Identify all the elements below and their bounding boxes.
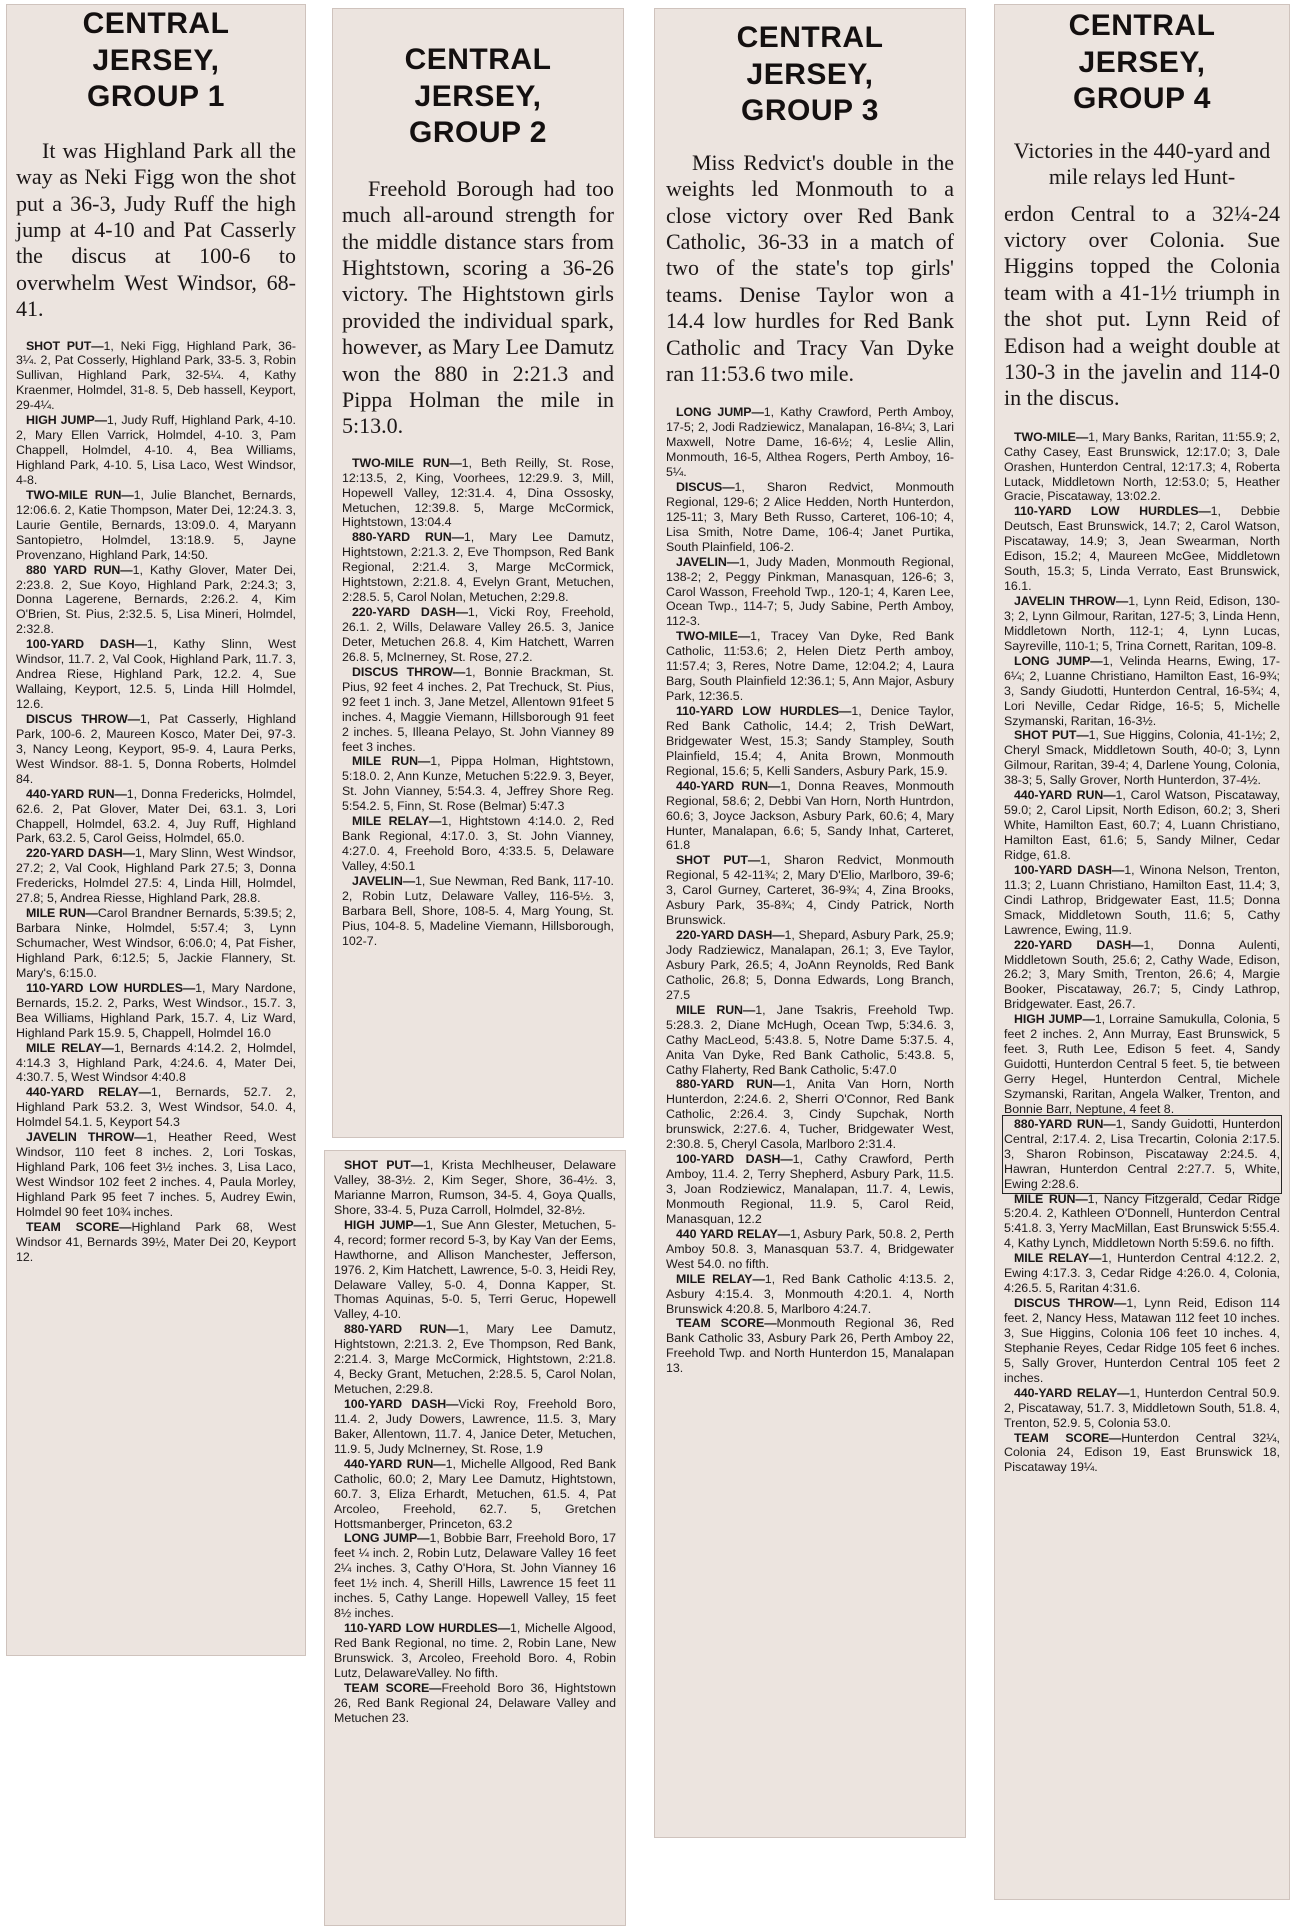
result-entry bbox=[666, 1272, 954, 1317]
result-entry bbox=[342, 814, 614, 874]
event-results: 1, Julie Blanchet, Bernards, 12:06.6. 2, Katie Thompson, Mater Dei, 12:24.3. 3, Laurie Gentile, Bernards, 13:09.0. 4, Maryann Santopietro, Holmdel, 13:18.9. 5, Jayne Provenzano, Highland Park, 14:50. bbox=[16, 487, 296, 562]
result-entry bbox=[666, 1003, 954, 1078]
event-results: 1, Pippa Holman, Hightstown, 5:18.0. 2, Ann Kunze, Metuchen 5:22.9. 3, Beyer, St. John Vianney, 5:54.3. 4, Jeffrey Shore Reg. 5:54.2. 5, Finn, St. Rose (Belmar) 5:47.3 bbox=[342, 754, 615, 814]
event-results: 1, Tracey Van Dyke, Red Bank Catholic, 11:53.6; 2, Helen Dietz Perth amboy, 11:57.4; 3, Reres, Notre Dame, 12:04.2; 4, Laura Barg, South Plainfield 12:36.1; 5, Ann Major, Asbury Park, 12:36.5. bbox=[666, 629, 954, 704]
result-entry bbox=[1004, 728, 1280, 788]
result-entry bbox=[666, 1077, 954, 1152]
event-results: 1, Judy Ruff, Highland Park, 4-10. 2, Mary Ellen Varrick, Holmdel, 4-10. 3, Pam Chappell, Holmdel, 4-10. 4, Bea Williams, Highland Park, 4-10. 5, Lisa Laco, West Windsor, 4-8. bbox=[16, 413, 296, 487]
event-results: 1, Donna Fredericks, Holmdel, 62.6. 2, Pat Glover, Mater Dei, 63.1. 3, Lori Chappell, Holmdel, 63.2. 4, Juy Ruff, Highland Park, 63.2. 5, Carol Geiss, Holmdel, 65.0. bbox=[16, 786, 296, 846]
result-entry bbox=[16, 846, 296, 906]
result-entry bbox=[666, 629, 954, 704]
event-label: TWO-MILE RUN— bbox=[26, 487, 134, 502]
event-results: 1, Mary Slinn, West Windsor, 27.2; 2, Val Cook, Highland Park 27.5; 3, Donna Fredericks, Holmdel 27.5: 4, Linda Hill, Holmdel, 27.8; 5, Andrea Riesse, Highland Park, 28.8. bbox=[16, 846, 296, 906]
result-entry bbox=[1004, 1386, 1280, 1431]
event-results: 1, Jane Tsakris, Freehold Twp. 5:28.3. 2, Diane McHugh, Ocean Twp, 5:34.6. 3, Cathy MacLeod, 5:43.8. 5, Notre Dame 5:37.5. 4, Anita Van Dyke, Red Bank Catholic, 5:43.8. 5, Cathy Flaherty, Red Bank Catholic, 5:47.0 bbox=[666, 1002, 954, 1077]
event-results: 1, Bonnie Brackman, St. Pius, 92 feet 4 inches. 2, Pat Trechuck, St. Pius, 92 feet 1 inch. 3, Jane Metzel, Allentown 91feet 5 inches. 4, Maggie Viemann, Hillsborough 91 feet 2 inches. 5, Illeana Pelayo, St. John Vianney 89 feet 3 inches. bbox=[342, 664, 614, 754]
event-results: 1, Kathy Slinn, West Windsor, 11.7. 2, Val Cook, Highland Park, 11.7. 3, Andrea Riese, Highland Park, 12.2. 4, Sue Wallaing, Keyport, 12.5. 5, Linda Hill Holmdel, 12.6. bbox=[16, 637, 297, 712]
event-results: 1, Lorraine Samukulla, Colonia, 5 feet 2 inches. 2, Ann Murray, East Brunswick, 5 feet. 3, Ruth Lee, Edison 5 feet. 4, Sandy Guidotti, Hunterdon Central 5 feet. 5, tie between Gerry Hegel, Hunterdon Central, Michele Szymanski, Raritan, Angela Walker, Trenton, and Bonnie Barr, Neptune, 4 feet 8. bbox=[1004, 1012, 1280, 1116]
event-label: TWO-MILE— bbox=[1014, 429, 1089, 444]
group3-clipping bbox=[654, 8, 966, 1838]
event-label: LONG JUMP— bbox=[344, 1531, 430, 1546]
event-results: 1, Shepard, Asbury Park, 25.9; Jody Radziewicz, Manalapan, 26.1; 3, Eve Taylor, Asbury Park, 26.5; 4, JoAnn Reynolds, Red Bank Catholic, 26.8; 5, Donna Edwards, Long Branch, 27.5 bbox=[666, 928, 954, 1002]
result-entry bbox=[1004, 1431, 1280, 1476]
event-results: 1, Nancy Fitzgerald, Cedar Ridge 5:20.4. 2, Kathleen O'Donnell, Hunterdon Central 5:41.8. 3, Yerry MacMillan, East Brunswick 5:55.4. 4, Kathy Lynch, Middletown North 5:59.6. no fifth. bbox=[1004, 1191, 1281, 1251]
event-label: MILE RELAY— bbox=[352, 814, 442, 829]
event-results: 1, Neki Figg, Highland Park, 36-3¼. 2, Pat Cosserly, Highland Park, 33-5. 3, Robin Sullivan, Highland Park, 32-5¼. 4, Kathy Kraenmer, Holmdel, 31-8. 5, Deb hassell, Keyport, 29-4¼. bbox=[16, 338, 296, 413]
event-label: 440-YARD RELAY— bbox=[1014, 1385, 1130, 1400]
event-results: 1, Hightstown 4:14.0. 2, Red Bank Regional, 4:17.0. 3, St. John Vianney, 4:27.0. 4, Freehold Boro, 4:33.5. 5, Delaware Valley, 4:50.1 bbox=[342, 814, 614, 873]
event-label: SHOT PUT— bbox=[676, 853, 761, 868]
event-results: Carol Brandner Bernards, 5:39.5; 2, Barbara Ninke, Holmdel, 5:57.4; 3, Lynn Schumacher, West Windsor, 6:06.0; 4, Pat Fisher, Highland Park, 6:12.5; 5, Jackie Flannery, St. Mary's, 6:15.0. bbox=[16, 906, 297, 980]
group2-clipping bbox=[332, 8, 624, 1138]
event-label: 880-YARD RUN— bbox=[352, 530, 464, 545]
event-results: 1, Bernards 4:14.2. 2, Holmdel, 4:14.3 3, Highland Park, 4:24.6. 4, Mater Dei, 4:30.7. 5, West Windsor 4:40.8 bbox=[16, 1040, 297, 1085]
event-label: LONG JUMP— bbox=[1014, 653, 1103, 668]
event-results: Monmouth Regional 36, Red Bank Catholic 33, Asbury Park 26, Perth Amboy 22, Freehold Twp. and North Hunterdon 15, Manalapan 13. bbox=[666, 1316, 955, 1376]
event-results: 1, Mary Banks, Raritan, 11:55.9; 2, Cathy Casey, East Brunswick, 12:17.0; 3, Dale Orashen, Hunterdon Central, 12:17.3; 4, Roberta Lutack, Middletown North, 12:53.0; 5, Heather Gracie, Piscataway, 13:02.2. bbox=[1004, 429, 1280, 504]
group1-heading: CENTRAL JERSEY, GROUP 1 bbox=[82, 7, 230, 114]
event-label: TWO-MILE— bbox=[676, 629, 751, 644]
event-label: SHOT PUT— bbox=[344, 1158, 424, 1172]
event-label: MILE RUN— bbox=[352, 754, 431, 769]
result-entry bbox=[666, 405, 954, 480]
group3-heading: CENTRAL JERSEY, GROUP 3 bbox=[736, 21, 884, 128]
event-results: 1, Mary Nardone, Bernards, 15.2. 2, Parks, West Windsor., 15.7. 3, Bea Williams, Highland Park, 15.7. 4, Liz Ward, Highland Park 15.9. 5, Chappell, Holmdel 16.0 bbox=[16, 980, 296, 1040]
event-label: JAVELIN— bbox=[676, 554, 739, 569]
result-entry bbox=[334, 1322, 616, 1397]
result-entry bbox=[334, 1621, 616, 1681]
event-label: DISCUS THROW— bbox=[1014, 1296, 1127, 1311]
result-entry bbox=[1004, 1251, 1280, 1296]
event-results: Hunterdon Central 32¼, Colonia 24, Edison 19, East Brunswick 18, Piscataway 19¼. bbox=[1004, 1430, 1280, 1475]
event-results: 1, Donna Aulenti, Middletown South, 25.6; 2, Cathy Wade, Edison, 26.2; 3, Mary Smith, Trenton, 26.6; 4, Margie Booker, Piscataway, 26.7; 5, Cindy Lathrop, Bridgewater. East, 26.7. bbox=[1004, 937, 1280, 1012]
result-entry bbox=[334, 1681, 616, 1726]
event-results: 1, Denice Taylor, Red Bank Catholic, 14.4; 2, Trish DeWart, Bridgewater West, 15.3; Sandy Stampley, South Plainfield, 15.4; 4, Anita Brown, Monmouth Regional, 15.6; 5, Kelli Sanders, Asbury Park, 15.9. bbox=[666, 704, 954, 778]
result-entry bbox=[16, 413, 296, 488]
event-label: 440-YARD RELAY— bbox=[26, 1085, 151, 1100]
event-label: MILE RUN— bbox=[676, 1002, 756, 1017]
event-label: JAVELIN THROW— bbox=[1014, 594, 1129, 608]
event-label: 220-YARD DASH— bbox=[26, 846, 135, 861]
result-entry bbox=[1004, 1192, 1280, 1252]
event-results: 1, Mary Lee Damutz, Hightstown, 2:21.3. 2, Eve Thompson, Red Bank Regional, 2:21.4. 3, Marge McCormick, Hightstown, 2:21.8. 4, Evelyn Grant, Metuchen, 2:28.5. 5, Carol Nolan, Metuchen, 2:29.8. bbox=[342, 530, 614, 605]
result-entry bbox=[1004, 504, 1280, 594]
group4-results bbox=[1004, 430, 1280, 1476]
result-entry bbox=[16, 1085, 296, 1130]
event-results: 1, Bobbie Barr, Freehold Boro, 17 feet ¼ inch. 2, Robin Lutz, Delaware Valley 16 feet 2¼ inches. 3, Cathy O'Hora, St. John Vianney 16 feet 1½ inch. 4, Sherill Hills, Lawrence 15 feet 11 inches. 5, Cathy Lange. Hopewell Valley, 15 feet 8½ inches. bbox=[334, 1531, 616, 1621]
event-results: 1, Debbie Deutsch, East Brunswick, 14.7; 2, Carol Watson, Piscataway, 14.9; 3, Jean Swearman, North Edison, 15.2; 4, Maureen McGee, Middletown South, 15.3; 5, Linda Verrato, East Brunswick, 16.1. bbox=[1004, 504, 1280, 594]
group1-lead: It was Highland Park all the way as Neki Figg won the shot put a 36-3, Judy Ruff the high jump at 4-10 and Pat Casserly the discus at 100-6 to overwhelm West Windsor, 68-41. bbox=[16, 137, 296, 322]
result-entry bbox=[666, 1227, 954, 1272]
result-entry bbox=[334, 1397, 616, 1457]
result-entry bbox=[334, 1218, 616, 1323]
event-label: HIGH JUMP— bbox=[1014, 1012, 1095, 1027]
result-entry bbox=[334, 1531, 616, 1621]
event-results: 1, Judy Maden, Monmouth Regional, 138-2; 2, Peggy Pinkman, Manasquan, 126-6; 3, Carol Wasson, Freehold Twp., 120-1; 4, Karen Lee, Ocean Twp., 114-7; 5, Judy Sabine, Perth Amboy, 112-3. bbox=[666, 554, 954, 629]
event-results: 1, Kathy Crawford, Perth Amboy, 17-5; 2, Jodi Radziewicz, Manalapan, 16-8¼; 3, Lari Maxwell, Notre Dame, 16-6½; 4, Leslie Allin, Monmouth, 16-5, Althea Rogers, Perth Amboy, 16-5¼. bbox=[666, 405, 954, 480]
result-entry bbox=[666, 1316, 954, 1376]
result-entry bbox=[666, 779, 954, 854]
event-results: 1, Sue Ann Glester, Metuchen, 5-4, record; former record 5-3, by Kay Van der Eems, Hawthorne, and Allison Manchester, Jefferson, 1976. 2, Kim Hatchett, Lawrence, 5-0. 3, Heidi Rey, Delaware Valley, 5-0. 4, Donna Kapper, St. Thomas Aquinas, 5-0. 5, Terri Geruc, Hopewell Valley, 4-10. bbox=[334, 1217, 616, 1322]
result-entry bbox=[16, 787, 296, 847]
event-results: 1, Sue Newman, Red Bank, 117-10. 2, Robin Lutz, Delaware Valley, 116-5½. 3, Barbara Bell, Shore, 108-5. 4, Marg Young, St. Pius, 104-8. 5, Madeline Viemann, Hillsborough, 102-7. bbox=[342, 873, 614, 948]
result-entry bbox=[666, 853, 954, 928]
event-results: 1, Michelle Allgood, Red Bank Catholic, 60.0; 2, Mary Lee Damutz, Hightstown, 60.7. 3, Eliza Erhardt, Metuchen, 61.5. 4, Pat Arcoleo, Freehold, 62.7. 5, Gretchen Hottsmanberger, Princeton, 63.2 bbox=[334, 1456, 616, 1531]
event-label: 100-YARD DASH— bbox=[344, 1397, 459, 1411]
result-entry bbox=[666, 1152, 954, 1227]
event-label: 110-YARD LOW HURDLES— bbox=[26, 980, 196, 995]
result-entry bbox=[666, 480, 954, 555]
group2-results bbox=[342, 456, 614, 949]
result-entry bbox=[342, 530, 614, 605]
event-label: 110-YARD LOW HURDLES— bbox=[1014, 504, 1211, 519]
result-entry bbox=[1004, 1117, 1280, 1192]
result-entry bbox=[16, 712, 296, 787]
group3-results bbox=[666, 405, 954, 1376]
result-entry bbox=[342, 874, 614, 949]
result-entry bbox=[666, 555, 954, 630]
result-entry bbox=[666, 704, 954, 779]
event-results: 1, Sharon Redvict, Monmouth Regional, 129-6; 2 Alice Hedden, North Hunterdon, 125-11; 3, Mary Beth Russo, Carteret, 106-10; 4, Lisa Smith, Notre Dame, 106-4; Janet Purtika, South Plainfield, 106-2. bbox=[666, 479, 954, 554]
event-label: 440-YARD RUN— bbox=[344, 1456, 446, 1471]
group2-lead: Freehold Borough had too much all-around strength for the middle distance stars from Hightstown, scoring a 36-26 victory. The Hightstown girls provided the individual spark, however, as Mary Lee Damutz won the 880 in 2:21.3 and Pippa Holman the mile in 5:13.0. bbox=[342, 175, 614, 439]
event-results: 1, Velinda Hearns, Ewing, 17-6¼; 2, Luanne Christiano, Hamilton East, 16-9¾; 3, Sandy Giudotti, Hunterdon Central, 16-5¾; 4, Lori Neville, Cedar Ridge, 16-5; 5, Michelle Szymanski, Raritan, 16-3½. bbox=[1004, 653, 1280, 728]
event-results: 1, Carol Watson, Piscataway, 59.0; 2, Carol Lipsit, North Edison, 60.2; 3, Sheri White, Hamilton East, 60.7; 4, Luann Christiano, Hamilton East, 61.6; 5, Sandy Milner, Cedar Ridge, 61.8. bbox=[1004, 788, 1280, 862]
event-label: JAVELIN THROW— bbox=[26, 1130, 147, 1145]
event-label: 110-YARD LOW HURDLES— bbox=[344, 1621, 511, 1636]
event-label: TEAM SCORE— bbox=[26, 1219, 132, 1234]
result-entry bbox=[1004, 863, 1280, 938]
event-results: 1, Lynn Reid, Edison 114 feet. 2, Nancy Hess, Matawan 112 feet 10 inches. 3, Sue Higgins, Colonia 106 feet 10 inches. 4, Stephanie Reyes, Cedar Ridge 105 feet 6 inches. 5, Sally Grover, Hunterdon Central 105 feet 2 inches. bbox=[1004, 1296, 1281, 1385]
event-label: 100-YARD DASH— bbox=[1014, 862, 1125, 877]
event-results: 1, Beth Reilly, St. Rose, 12:13.5, 2, King, Voorhees, 12:29.9. 3, Mill, Hopewell Valley, 12:31.4. 4, Dina Ossosky, Metuchen, 12:39.8. 5, Marge McCormick, Hightstown, 13:04.4 bbox=[342, 455, 614, 530]
event-label: 880-YARD RUN— bbox=[676, 1077, 786, 1092]
result-entry bbox=[334, 1158, 616, 1218]
event-results: Freehold Boro 36, Hightstown 26, Red Bank Regional 24, Delaware Valley and Metuchen 23. bbox=[334, 1680, 617, 1725]
event-label: 100-YARD DASH— bbox=[26, 637, 147, 652]
event-results: 1, Asbury Park, 50.8. 2, Perth Amboy 50.8. 3, Manasquan 53.7. 4, Bridgewater West 54.0. no fifth. bbox=[666, 1226, 954, 1271]
event-label: 880-YARD RUN— bbox=[344, 1322, 459, 1337]
event-label: TEAM SCORE— bbox=[1014, 1430, 1122, 1445]
result-entry bbox=[16, 637, 296, 712]
result-entry bbox=[16, 906, 296, 981]
event-label: 100-YARD DASH— bbox=[676, 1152, 793, 1167]
event-results: Vicki Roy, Freehold Boro, 11.4. 2, Judy Dowers, Lawrence, 11.5. 3, Mary Baker, Allentown, 11.7. 4, Janice Deter, Metuchen, 11.9. 5, Judy McInerney, St. Rose, 1.9 bbox=[334, 1397, 617, 1456]
result-entry bbox=[16, 563, 296, 638]
event-results: 1, Michelle Algood, Red Bank Regional, no time. 2, Robin Lane, New Brunswick. 3, Arcoleo, Freehold Boro. 4, Robin Lutz, DelawareValley. No fifth. bbox=[334, 1621, 616, 1680]
event-results: 1, Anita Van Horn, North Hunterdon, 2:24.6. 2, Sherri O'Connor, Red Bank Catholic, 2:26.4. 3, Cindy Supchak, North brunswick, 2:27.6. 4, Tucher, Bridgewater West, 2:30.8. 5, Cheryl Casola, Marlboro 2:31.4. bbox=[666, 1077, 954, 1152]
event-results: 1, Sandy Guidotti, Hunterdon Central, 2:17.4. 2, Lisa Trecartin, Colonia 2:17.5. 3, Sharon Robinson, Piscataway 2:24.5. 4, Hawran, Hunterdon Central 2:27.7. 5, White, Ewing 2:28.6. bbox=[1004, 1116, 1280, 1191]
event-results: 1, Donna Reaves, Monmouth Regional, 58.6; 2, Debbi Van Horn, North Huntrdon, 60.6; 3, Joyce Jackson, Asbury Park, 60.6; 4, Mary Hunter, Manalapan, 6.6; 5, Sandy Inhat, Carteret, 61.8 bbox=[666, 778, 955, 853]
result-entry bbox=[1004, 430, 1280, 505]
event-label: LONG JUMP— bbox=[676, 405, 764, 420]
event-results: 1, Vicki Roy, Freehold, 26.1. 2, Wills, Delaware Valley 26.5. 3, Janice Deter, Metuchen 26.8. 4, Kim Hatchett, Warren 26.8. 5, McInerney, St. Rose, 27.2. bbox=[342, 605, 614, 664]
event-label: 220-YARD DASH— bbox=[676, 928, 785, 943]
event-results: Highland Park 68, West Windsor 41, Bernards 39½, Mater Dei 20, Keyport 12. bbox=[16, 1219, 296, 1264]
event-label: 440-YARD RUN— bbox=[26, 786, 127, 801]
event-results: 1, Krista Mechlheuser, Delaware Valley, 38-3½. 2, Kim Seger, Shore, 36-4½. 3, Marianne Marron, Rumson, 34-5. 4, Goya Qualls, Shore, 33-4. 5, Puza Carroll, Holmdel, 32-8½. bbox=[334, 1158, 616, 1217]
event-results: 1, Cathy Crawford, Perth Amboy, 11.4. 2, Terry Shepherd, Asbury Park, 11.5. 3, Joan Rodziewicz, Manalapan, 11.7. 4, Lewis, Monmouth Regional, 11.9. 5, Carol Reid, Manasquan, 12.2 bbox=[666, 1152, 955, 1226]
event-results: 1, Kathy Glover, Mater Dei, 2:23.8. 2, Sue Koyo, Highland Park, 2:24.3; 3, Donna Lagerene, Bernards, 2:26.2. 4, Kim O'Brien, St. Pius, 2:32.5. 5, Lisa Mineri, Holmdel, 2:32.8. bbox=[16, 562, 296, 637]
group4-lead: erdon Central to a 32¼-24 victory over Colonia. Sue Higgins topped the Colonia team with a 41-1½ triumph in the shot put. Lynn Reid of Edison had a weight double at 130-3 in the javelin and 114-0 in the discus. bbox=[1004, 200, 1280, 411]
event-label: SHOT PUT— bbox=[26, 338, 104, 353]
event-label: 220-YARD DASH— bbox=[352, 605, 468, 620]
event-label: SHOT PUT— bbox=[1014, 728, 1089, 743]
result-entry bbox=[1004, 1012, 1280, 1117]
event-results: 1, Mary Lee Damutz, Hightstown, 2:21.3. 2, Eve Thompson, Red Bank, 2:21.4. 3, Marge McCormick, Hightstown, 2:21.8. 4, Becky Grant, Metuchen, 2:28.5. 5, Carol Nolan, Metuchen, 2:29.8. bbox=[334, 1322, 616, 1397]
result-entry bbox=[16, 1220, 296, 1265]
event-label: HIGH JUMP— bbox=[344, 1217, 426, 1232]
event-label: MILE RUN— bbox=[1014, 1191, 1088, 1206]
event-results: 1, Sue Higgins, Colonia, 41-1½; 2, Cheryl Smack, Middletown South, 40-0; 3, Lynn Gilmour, Raritan, 39-4; 4, Darlene Young, Colonia, 38-3; 5, Sally Grover, North Hunterdon, 37-4½. bbox=[1004, 728, 1280, 788]
event-label: 110-YARD LOW HURDLES— bbox=[676, 704, 852, 719]
event-label: TEAM SCORE— bbox=[344, 1680, 442, 1695]
group1-results bbox=[16, 339, 296, 1265]
group2-heading: CENTRAL JERSEY, GROUP 2 bbox=[404, 43, 552, 150]
result-entry bbox=[342, 754, 614, 814]
event-label: 220-YARD DASH— bbox=[1014, 937, 1144, 952]
group4-clipping bbox=[994, 4, 1290, 1900]
result-entry bbox=[16, 981, 296, 1041]
event-results: 1, Hunterdon Central 50.9. 2, Piscataway, 51.7. 3, Middletown South, 51.8. 4, Trenton, 52.9. 5, Colonia 53.0. bbox=[1004, 1385, 1280, 1430]
event-label: MILE RUN— bbox=[26, 906, 98, 921]
event-label: DISCUS THROW— bbox=[352, 664, 466, 679]
result-entry bbox=[666, 928, 954, 1003]
group4-lead-top: Victories in the 440-yard and mile relays led Hunt- bbox=[1013, 137, 1271, 190]
event-label: DISCUS— bbox=[676, 479, 735, 494]
event-results: 1, Bernards, 52.7. 2, Highland Park 53.2. 3, West Windsor, 54.0. 4, Holmdel 54.1. 5, Keyport 54.3 bbox=[16, 1085, 296, 1130]
result-entry bbox=[1004, 938, 1280, 1013]
result-entry bbox=[1004, 654, 1280, 729]
result-entry bbox=[16, 1130, 296, 1220]
event-label: 440-YARD RUN— bbox=[676, 778, 781, 793]
result-entry bbox=[342, 605, 614, 665]
event-label: TWO-MILE RUN— bbox=[352, 455, 462, 470]
event-results: 1, Hunterdon Central 4:12.2. 2, Ewing 4:17.3. 3, Cedar Ridge 4:26.0. 4, Colonia, 4:26.5. 5, Raritan 4:31.6. bbox=[1004, 1251, 1281, 1296]
event-label: 880 YARD RUN— bbox=[26, 562, 133, 577]
event-results: 1, Sharon Redvict, Monmouth Regional, 5 42-11¾; 2, Mary D'Elio, Marlboro, 39-6; 3, Carol Gurney, Carteret, 36-9¾; 4, Zina Brooks, Asbury Park, 35-8¾; 4, Cindy Patrick, North Brunswick. bbox=[666, 853, 954, 928]
result-entry bbox=[1004, 788, 1280, 863]
result-entry bbox=[334, 1457, 616, 1532]
group1-clipping bbox=[6, 4, 306, 1656]
event-label: MILE RELAY— bbox=[1014, 1251, 1102, 1266]
event-results: 1, Lynn Reid, Edison, 130-3; 2, Lynn Gilmour, Raritan, 127-5; 3, Linda Henn, Middletown North, 112-1; 4, Lynn Lucas, Sayreville, 110-1; 5, Trina Cornett, Raritan, 109-8. bbox=[1004, 594, 1280, 653]
event-results: 1, Red Bank Catholic 4:13.5. 2, Asbury 4:15.4. 3, Monmouth 4:20.1. 4, North Brunswick 4:20.8. 5, Marlboro 4:24.7. bbox=[666, 1271, 955, 1316]
event-label: 440 YARD RELAY— bbox=[676, 1226, 790, 1241]
event-label: JAVELIN— bbox=[352, 873, 415, 888]
event-label: 880-YARD RUN— bbox=[1014, 1116, 1116, 1131]
event-results: 1, Heather Reed, West Windsor, 110 feet 8 inches. 2, Lori Toskas, Highland Park, 106 feet 3½ inches. 3, Lisa Laco, West Windsor 102 feet 2 inches. 4, Paula Morley, Highland Park 95 feet 7 inches. 5, Audrey Ewin, Holmdel 90 feet 10¾ inches. bbox=[16, 1130, 296, 1219]
result-entry bbox=[342, 456, 614, 531]
group2-results-continued bbox=[334, 1158, 616, 1726]
event-label: 440-YARD RUN— bbox=[1014, 788, 1116, 803]
event-label: MILE RELAY— bbox=[676, 1271, 765, 1286]
group3-lead: Miss Redvict's double in the weights led Monmouth to a close victory over Red Bank Catholic, 36-33 in a match of two of the state's top girls' teams. Denise Taylor won a 14.4 low hurdles for Red Bank Catholic and Tracy Van Dyke ran 11:53.6 two mile. bbox=[666, 149, 954, 386]
event-results: 1, Winona Nelson, Trenton, 11.3; 2, Luann Christiano, Hamilton East, 11.4; 3, Cindi Lathrop, Bridgewater East, 11.5; Donna Smack, Middletown South, 11.6; 5, Cathy Lawrence, Ewing, 11.9. bbox=[1004, 862, 1280, 937]
event-label: TEAM SCORE— bbox=[676, 1316, 777, 1331]
result-entry bbox=[16, 339, 296, 414]
result-entry bbox=[16, 1041, 296, 1086]
group2-clipping-continued bbox=[324, 1150, 626, 1926]
result-entry bbox=[1004, 594, 1280, 654]
event-results: 1, Pat Casserly, Highland Park, 100-6. 2, Maureen Kosco, Mater Dei, 97-3. 3, Nancy Leong, Keyport, 95-9. 4, Laura Perks, West Windsor. 88-1. 5, Donna Roberts, Holmdel 84. bbox=[16, 711, 296, 786]
result-entry bbox=[16, 488, 296, 563]
group4-heading: CENTRAL JERSEY, GROUP 4 bbox=[1068, 9, 1216, 116]
result-entry bbox=[1004, 1296, 1280, 1386]
result-entry bbox=[342, 665, 614, 755]
event-label: DISCUS THROW— bbox=[26, 711, 140, 726]
event-label: MILE RELAY— bbox=[26, 1040, 114, 1055]
event-label: HIGH JUMP— bbox=[26, 413, 107, 428]
